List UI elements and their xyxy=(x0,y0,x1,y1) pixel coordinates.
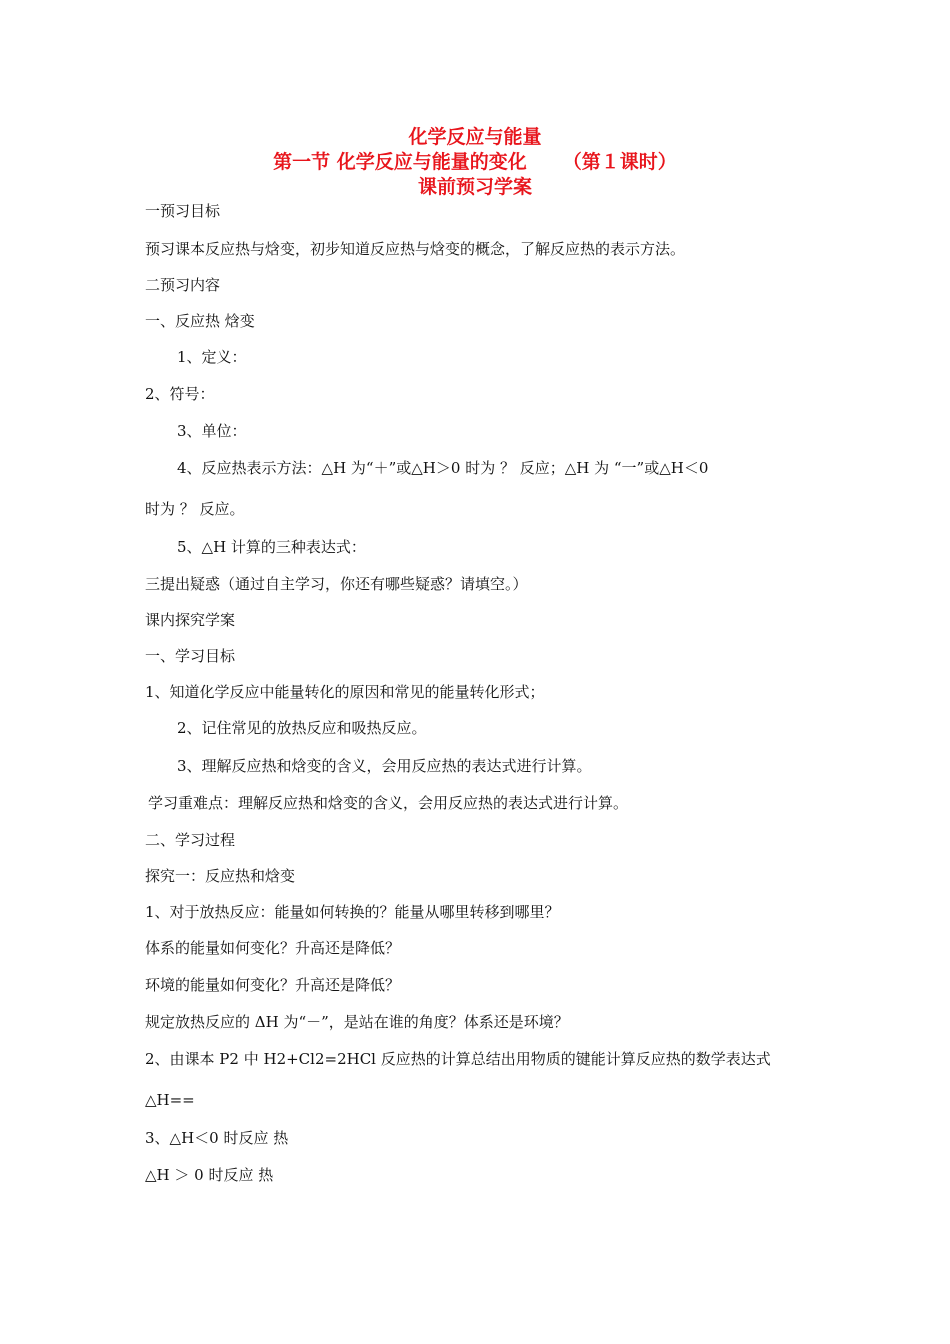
title-main: 化学反应与能量 xyxy=(408,126,542,148)
heading-preview-goal: 一预习目标 xyxy=(145,202,221,220)
heading-learning-process: 二、学习过程 xyxy=(145,831,236,849)
question-1: 1、对于放热反应：能量如何转换的？能量从哪里转移到哪里？ xyxy=(145,903,560,921)
heading-reaction-heat: 一、反应热 焓变 xyxy=(145,312,255,330)
item-expressions: 5、△H 计算的三种表达式： xyxy=(177,538,366,556)
goal-2: 2、记住常见的放热反应和吸热反应。 xyxy=(177,719,427,737)
heading-inclass: 课内探究学案 xyxy=(145,611,236,629)
question-environment-energy: 环境的能量如何变化？升高还是降低？ xyxy=(145,976,401,994)
formula-blank: △H== xyxy=(145,1091,195,1109)
question-sign-convention: 规定放热反应的 ΔH 为“－”，是站在谁的角度？体系还是环境？ xyxy=(145,1013,569,1031)
paragraph-preview-goal: 预习课本反应热与焓变，初步知道反应热与焓变的概念，了解反应热的表示方法。 xyxy=(145,240,686,258)
title-section-name: 第一节 化学反应与能量的变化 xyxy=(273,151,527,173)
question-system-energy: 体系的能量如何变化？升高还是降低？ xyxy=(145,939,401,957)
question-3-cont: △H ＞ 0 时反应 热 xyxy=(145,1166,274,1184)
item-unit: 3、单位： xyxy=(177,422,247,440)
item-notation: 4、反应热表示方法：△H 为“＋”或△H＞0 时为 ？ 反应；△H 为 “一”或△H＜0 xyxy=(177,459,709,477)
goal-3: 3、理解反应热和焓变的含义，会用反应热的表达式进行计算。 xyxy=(177,757,592,775)
goal-1: 1、知道化学反应中能量转化的原因和常见的能量转化形式； xyxy=(145,683,545,701)
heading-questions: 三提出疑惑（通过自主学习，你还有哪些疑惑？请填空。） xyxy=(145,575,528,593)
item-definition: 1、定义： xyxy=(177,348,247,366)
item-notation-cont: 时为 ？ 反应。 xyxy=(145,500,245,518)
title-section xyxy=(0,151,950,173)
question-3: 3、△H＜0 时反应 热 xyxy=(145,1129,289,1147)
title-period: （第１课时） xyxy=(562,151,677,173)
title-sub: 课前预习学案 xyxy=(417,176,532,198)
item-symbol: 2、符号： xyxy=(145,385,215,403)
heading-inquiry-1: 探究一：反应热和焓变 xyxy=(145,867,296,885)
heading-preview-content: 二预习内容 xyxy=(145,276,221,294)
heading-learning-goals: 一、学习目标 xyxy=(145,647,236,665)
key-difficulty: 学习重难点：理解反应热和焓变的含义，会用反应热的表达式进行计算。 xyxy=(148,794,629,812)
question-2: 2、由课本 P2 中 H2+Cl2=2HCl 反应热的计算总结出用物质的键能计算反应热的数学表达式 xyxy=(145,1050,771,1068)
